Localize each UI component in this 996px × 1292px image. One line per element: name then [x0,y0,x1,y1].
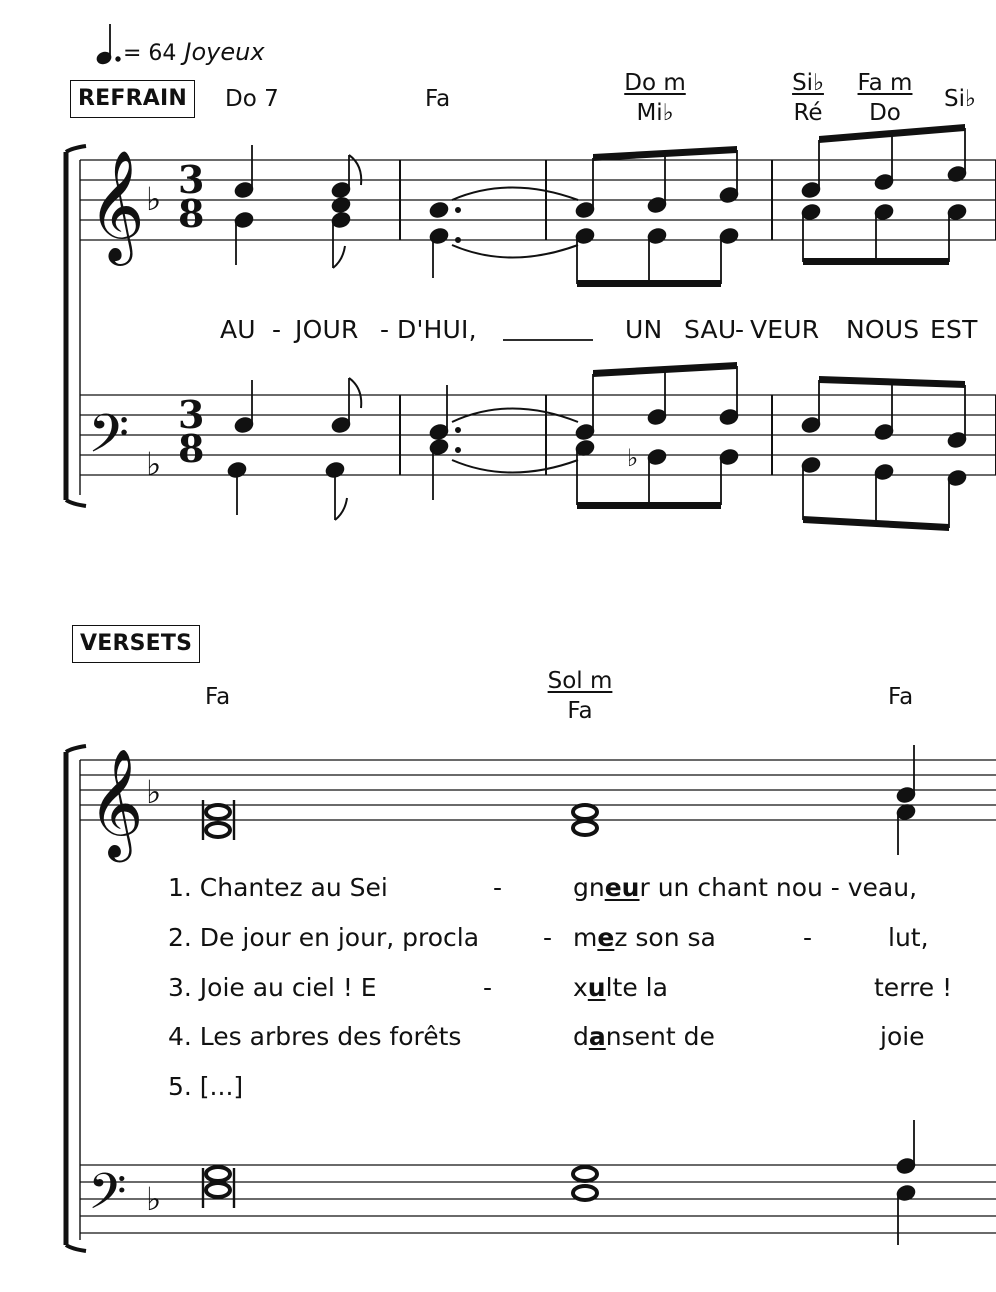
tempo-marking [123,38,265,66]
chord-numerator: Do m [624,70,686,96]
verse-text: z son sa [614,923,716,952]
verse-3-c: terre ! [874,973,953,1002]
verset-chord-solm-fa [545,666,615,726]
verse-text: nsent de [605,1022,715,1051]
versets-label: VERSETS [72,625,200,663]
verset-chord-fa: Fa [205,684,231,710]
refrain-treble-staff [80,157,996,240]
chord-denominator: Fa [567,698,593,724]
verse-accent: a [588,1022,606,1051]
tempo-value: = 64 [123,41,177,66]
verse-2-hyphen2: - [803,923,813,952]
chord-dom-mib [615,68,695,128]
verse-text: lte la [605,973,668,1002]
refrain-bass-time-signature [178,392,205,471]
refrain-bass-staff [80,392,996,475]
versets-treble-staff [80,760,996,820]
refrain-treble-notes [233,124,968,287]
lyric-un: UN [625,315,663,344]
verse-4-a: 4. Les arbres des forêts [168,1022,462,1051]
verse-1-hyphen: - [493,873,503,902]
refrain-bass-notes [226,362,968,531]
lyric-dhui: D'HUI, [397,315,477,344]
lyric-est: EST [930,315,978,344]
treble-clef-icon: 𝄞 [88,749,144,858]
chord-numerator: Sol m [547,668,613,694]
verse-2-b [573,923,716,952]
chord-fam-do [852,68,918,128]
versets-treble-notes [203,745,917,855]
lyric-veur: VEUR [750,315,820,344]
verse-2-c: lut, [888,923,929,952]
verse-text: r un chant nou - veau, [639,873,918,902]
time-sig-top: 3 [178,392,205,437]
lyric-hyphen: - [735,315,745,344]
verset-chord-fa-end: Fa [888,684,914,710]
verse-3-hyphen: - [483,973,493,1002]
chord-numerator: Si♭ [792,70,824,96]
lyric-jour: JOUR [295,315,359,344]
time-sig-bottom: 8 [178,191,205,236]
lyric-nous: NOUS [846,315,920,344]
chord-sib: Si♭ [944,86,976,112]
dotted-quarter-note-icon [96,24,121,66]
chord-sib-re [780,68,836,128]
bass-clef-icon: 𝄢 [88,1163,127,1233]
refrain-label: REFRAIN [70,80,195,118]
verse-1-a: 1. Chantez au Sei [168,873,388,902]
verse-5-a: 5. [...] [168,1072,244,1101]
verse-accent: eu [604,873,640,902]
versets-bass-staff [80,1165,996,1233]
verse-text: x [573,973,588,1002]
chord-denominator: Mi♭ [636,100,674,126]
treble-key-flat-icon: ♭ [146,180,162,218]
lyric-sau: SAU [684,315,737,344]
time-sig-top: 3 [178,157,205,202]
treble-clef-icon: 𝄞 [88,149,145,261]
verse-4-b [573,1022,715,1051]
time-sig-bottom: 8 [178,426,205,471]
chord-denominator: Ré [793,100,823,126]
tempo-mood: Joyeux [184,38,265,66]
refrain-treble-time-signature [178,157,205,236]
verse-4-c: joie [880,1022,925,1051]
verse-3-a: 3. Joie au ciel ! E [168,973,377,1002]
chord-fa: Fa [425,86,451,112]
chord-do7: Do 7 [225,86,279,112]
verse-text: m [573,923,598,952]
verse-1-b [573,873,917,902]
verse-2-hyphen: - [543,923,553,952]
lyric-hyphen: - [380,315,390,344]
chord-numerator: Fa m [857,70,913,96]
verse-2-a: 2. De jour en jour, procla [168,923,480,952]
verse-3-b [573,973,668,1002]
svg-text:♭: ♭ [627,444,639,472]
versets-treble-key-flat-icon: ♭ [146,773,162,811]
verse-accent: u [587,973,606,1002]
lyric-hyphen: - [272,315,282,344]
verse-text: d [573,1022,589,1051]
bass-clef-icon: 𝄢 [88,404,130,478]
versets-bass-key-flat-icon: ♭ [146,1180,162,1218]
verse-accent: e [597,923,615,952]
chord-denominator: Do [869,100,901,126]
bass-key-flat-icon: ♭ [146,445,162,483]
verse-text: gn [573,873,605,902]
versets-system-bracket [66,746,86,1251]
lyric-au: AU [220,315,256,344]
